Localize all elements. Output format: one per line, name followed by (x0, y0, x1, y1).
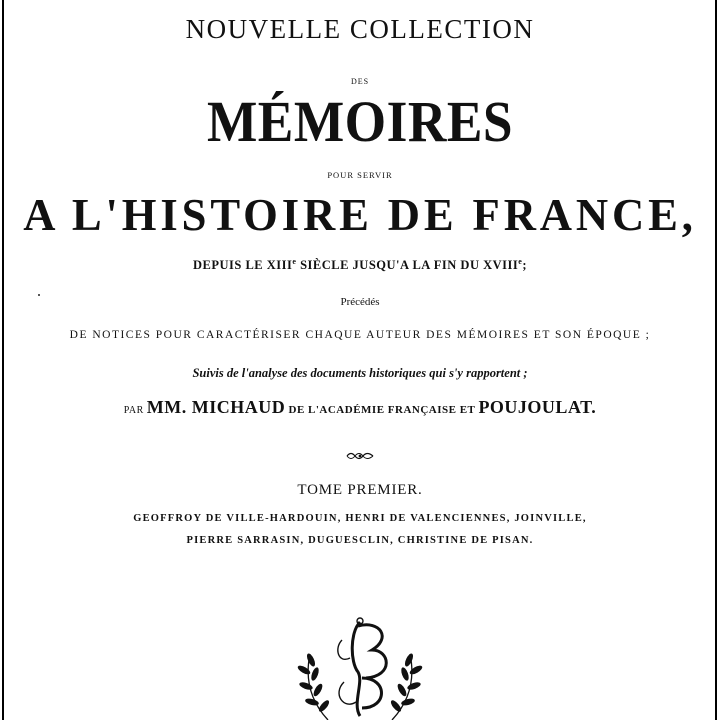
period-superscript-2: e (518, 257, 523, 266)
period-text-2: SIÈCLE JUSQU'A LA FIN DU XVIII (296, 258, 519, 272)
authors-line (0, 397, 720, 418)
author-poujoulat: POUJOULAT. (478, 397, 597, 417)
contents-line-2: PIERRE SARRASIN, DUGUESCLIN, CHRISTINE DE PISAN. (186, 535, 534, 546)
des-label: DES (350, 77, 370, 86)
notices-line: DE NOTICES POUR CARACTÉRISER CHAQUE AUTEUR DES MÉMOIRES ET SON ÉPOQUE ; (69, 329, 651, 341)
ornament-divider (0, 449, 720, 463)
period-text-3: ; (522, 258, 527, 272)
pour-servir-label: POUR SERVIR (327, 170, 393, 180)
tome-label: TOME PREMIER. (297, 482, 423, 498)
suivis-line: Suivis de l'analyse des documents historiques qui s'y rapportent ; (192, 366, 528, 380)
precedes-label: Précédés (340, 296, 380, 308)
period-superscript-1: e (292, 257, 297, 266)
period-line (0, 257, 720, 273)
subtitle: A L'HISTOIRE DE FRANCE, (23, 189, 697, 240)
main-title: MÉMOIRES (206, 89, 514, 154)
laurel-wreath-monogram-icon (280, 612, 440, 720)
author-michaud: MM. MICHAUD (146, 397, 286, 417)
contents-line-1: GEOFFROY DE VILLE-HARDOUIN, HENRI DE VALENCIENNES, JOINVILLE, (133, 513, 587, 524)
par-label: PAR (123, 405, 147, 416)
academie-label: DE L'ACADÉMIE FRANÇAISE ET (285, 404, 479, 416)
ornament-icon (345, 449, 375, 463)
period-text-1: DEPUIS LE XIII (193, 258, 293, 272)
series-title: NOUVELLE COLLECTION (185, 14, 535, 44)
